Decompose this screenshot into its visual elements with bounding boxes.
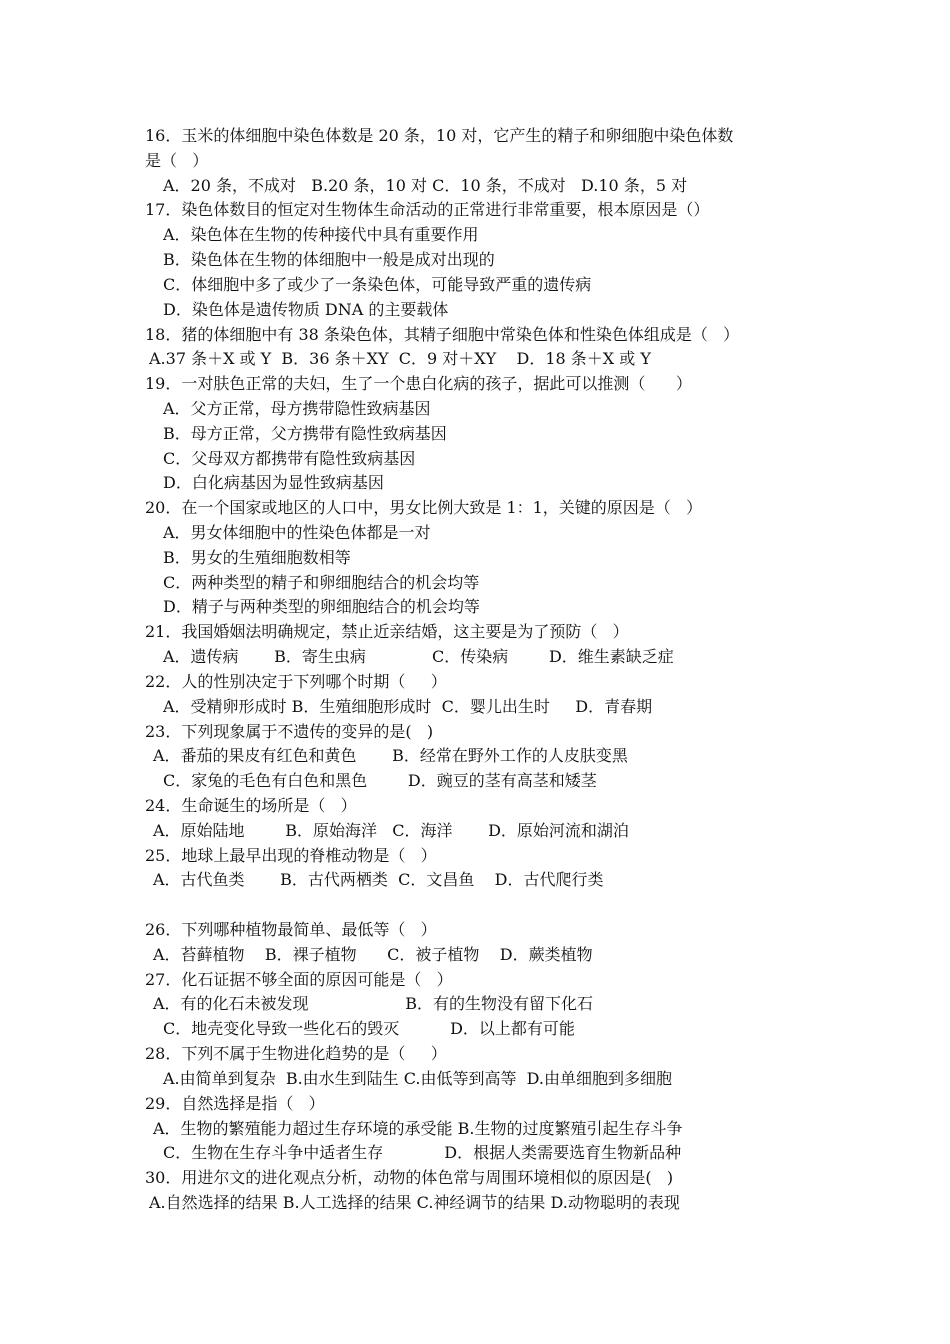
answer-options: A．染色体在生物的传种接代中具有重要作用 (163, 225, 479, 245)
question-stem: 18．猪的体细胞中有 38 条染色体，其精子细胞中常染色体和性染色体组成是（ ） (145, 324, 740, 344)
answer-options: D．染色体是遗传物质 DNA 的主要载体 (163, 299, 449, 319)
question-stem: 22．人的性别决定于下列哪个时期（ ） (145, 671, 447, 691)
question-stem: 16．玉米的体细胞中染色体数是 20 条，10 对，它产生的精子和卵细胞中染色体数 (145, 126, 734, 145)
question-stem: 17．染色体数目的恒定对生物体生命活动的正常进行非常重要，根本原因是（） (145, 200, 710, 220)
answer-options: A．男女体细胞中的性染色体都是一对 (163, 523, 431, 542)
answer-options: B．染色体在生物的体细胞中一般是成对出现的 (163, 250, 495, 270)
question-stem: 25．地球上最早出现的脊椎动物是（ ） (145, 845, 437, 865)
answer-options: A.37 条＋X 或 Y B．36 条＋XY C．9 对＋XY D．18 条＋X 或 Y (149, 349, 651, 369)
answer-options: D．精子与两种类型的卵细胞结合的机会均等 (163, 597, 480, 617)
question-stem: 24．生命诞生的场所是（ ） (145, 795, 357, 815)
answer-options: B．男女的生殖细胞数相等 (163, 547, 351, 567)
question-stem: 19．一对肤色正常的夫妇，生了一个患白化病的孩子，据此可以推测（ ） (145, 374, 692, 394)
answer-options: 是（ ） (145, 150, 209, 170)
answer-options: A．遗传病 B．寄生虫病 C．传染病 D．维生素缺乏症 (163, 647, 674, 667)
answer-options: A．番茄的果皮有红色和黄色 B．经常在野外工作的人皮肤变黑 (153, 746, 628, 766)
document-body (145, 124, 825, 1216)
answer-options: A．古代鱼类 B．古代两栖类 C．文昌鱼 D．古代爬行类 (153, 870, 604, 890)
answer-options: C．地壳变化导致一些化石的毁灭 D．以上都有可能 (163, 1019, 575, 1039)
answer-options: B．母方正常，父方携带有隐性致病基因 (163, 423, 447, 443)
question-stem: 20．在一个国家或地区的人口中，男女比例大致是 1：1，关键的原因是（ ） (145, 498, 703, 518)
question-stem: 26．下列哪种植物最简单、最低等（ ） (145, 920, 437, 939)
answer-options: C．生物在生存斗争中适者生存 D．根据人类需要选育生物新品种 (163, 1143, 682, 1163)
answer-options: C．两种类型的精子和卵细胞结合的机会均等 (163, 572, 480, 592)
question-stem: 23．下列现象属于不遗传的变异的是( ) (145, 721, 434, 741)
answer-options: A.自然选择的结果 B.人工选择的结果 C.神经调节的结果 D.动物聪明的表现 (149, 1192, 680, 1212)
question-stem: 29．自然选择是指（ ） (145, 1093, 325, 1113)
question-stem: 21．我国婚姻法明确规定，禁止近亲结婚，这主要是为了预防（ ） (145, 622, 629, 642)
answer-options: A．有的化石未被发现 B．有的生物没有留下化石 (153, 994, 593, 1014)
question-stem: 30．用进尔文的进化观点分析，动物的体色常与周围环境相似的原因是( ) (145, 1168, 674, 1188)
answer-options: A．受精卵形成时 B．生殖细胞形成时 C．婴儿出生时 D．青春期 (163, 696, 653, 716)
answer-options: C．父母双方都携带有隐性致病基因 (163, 448, 416, 468)
answer-options: D．白化病基因为显性致病基因 (163, 473, 384, 493)
answer-options: A．20 条，不成对 B.20 条，10 对 C．10 条，不成对 D.10 条，5 对 (163, 175, 688, 195)
answer-options: C．体细胞中多了或少了一条染色体，可能导致严重的遗传病 (163, 274, 592, 294)
question-stem: 27．化石证据不够全面的原因可能是（ ） (145, 969, 453, 989)
blank-line (145, 893, 825, 918)
answer-options: A．生物的繁殖能力超过生存环境的承受能 B.生物的过度繁殖引起生存斗争 (153, 1118, 683, 1138)
question-stem: 28．下列不属于生物进化趋势的是（ ） (145, 1044, 447, 1064)
answer-options: A．原始陆地 B．原始海洋 C．海洋 D．原始河流和湖泊 (153, 820, 629, 840)
answer-options: A．苔藓植物 B．裸子植物 C．被子植物 D．蕨类植物 (153, 944, 593, 964)
answer-options: C．家兔的毛色有白色和黑色 D．豌豆的茎有高茎和矮茎 (163, 771, 597, 791)
answer-options: A.由简单到复杂 B.由水生到陆生 C.由低等到高等 D.由单细胞到多细胞 (163, 1068, 673, 1088)
answer-options: A．父方正常，母方携带隐性致病基因 (163, 398, 431, 418)
